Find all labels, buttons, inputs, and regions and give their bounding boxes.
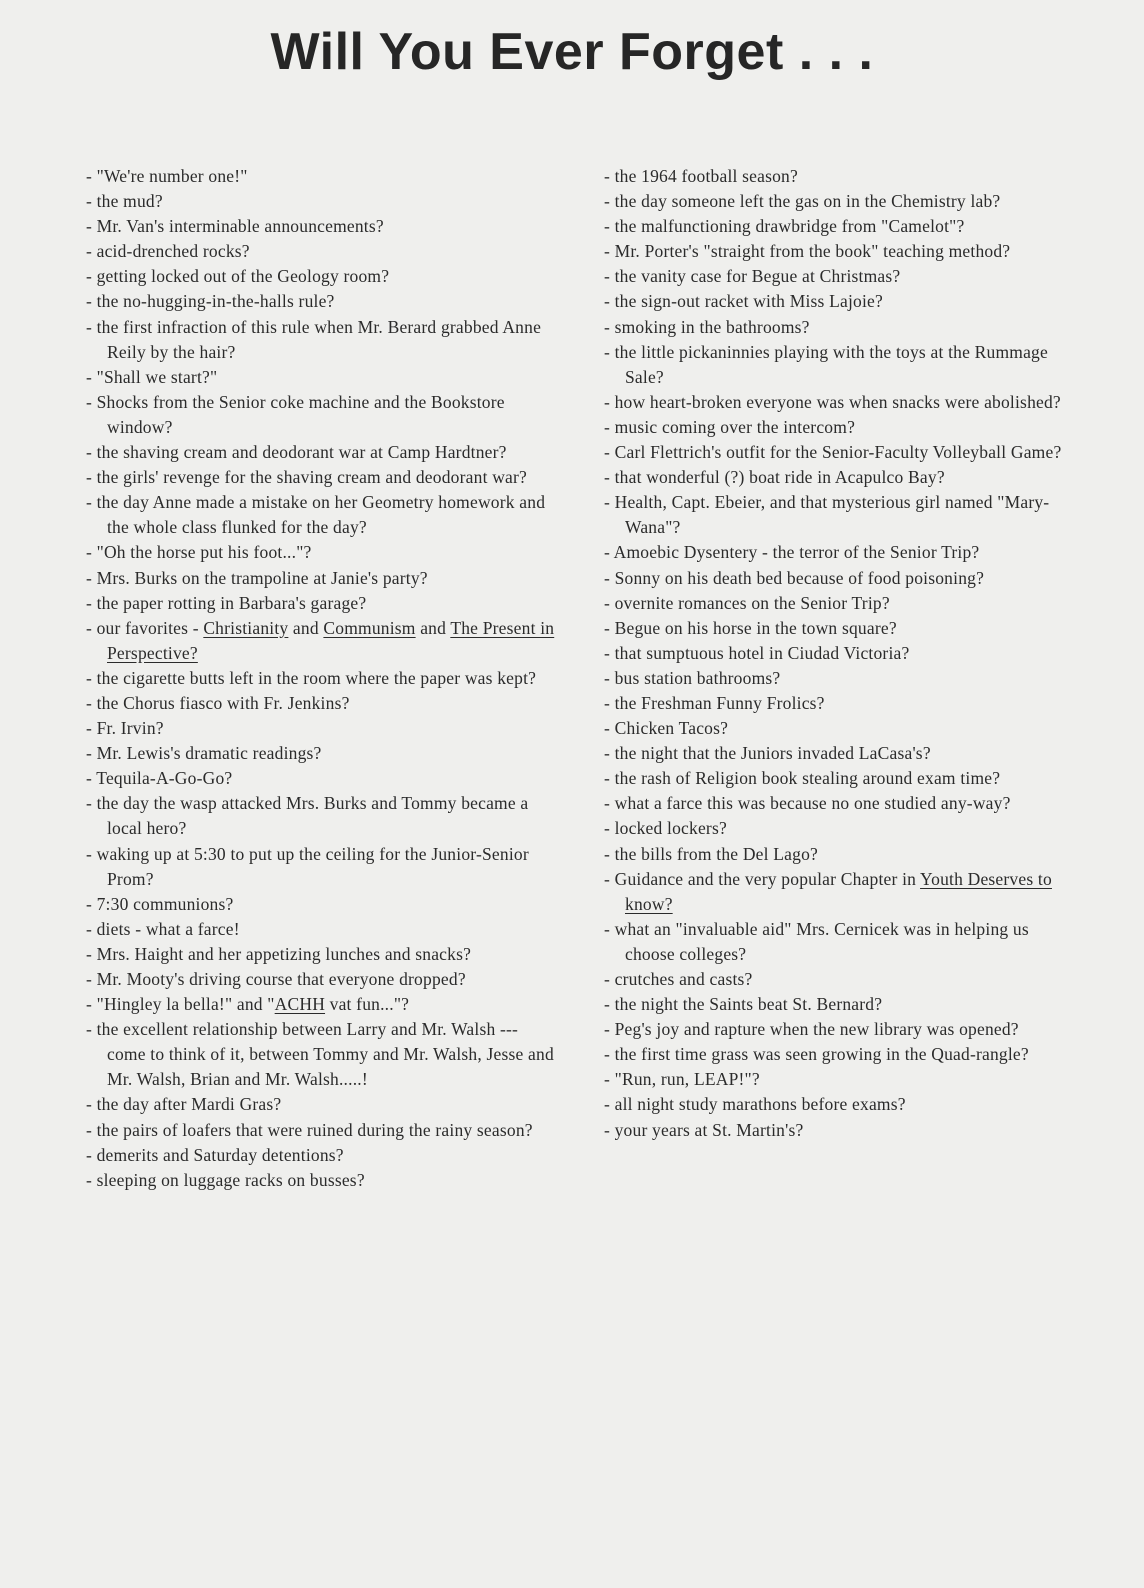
list-item: - Amoebic Dysentery - the terror of the Senior Trip? [604, 542, 980, 563]
list-item: - the shaving cream and deodorant war at Camp Hardtner? [86, 442, 507, 463]
list-item: - Sonny on his death bed because of food poisoning? [604, 567, 985, 588]
list-item: - the day the wasp attacked Mrs. Burks and Tommy became a local hero? [86, 793, 529, 839]
list-item: - the paper rotting in Barbara's garage? [86, 592, 367, 613]
list-item: - how heart-broken everyone was when snacks were abolished? [604, 391, 1061, 412]
list-item: - bus station bathrooms? [604, 667, 781, 688]
list-item: - Mr. Mooty's driving course that everyone dropped? [86, 969, 466, 989]
item-text: vat fun..."? [325, 994, 410, 1015]
list-item: - the first infraction of this rule when Mr. Berard grabbed Anne Reily by the hair? [86, 316, 542, 362]
list-item: - locked lockers? [604, 818, 727, 839]
list-item: - Mr. Van's interminable announcements? [86, 216, 384, 237]
list-item: - "Oh the horse put his foot..."? [86, 542, 312, 563]
list-item: - "We're number one!" [86, 166, 248, 186]
list-item: - Peg's joy and rapture when the new library was opened? [604, 1019, 1019, 1040]
list-item [604, 867, 1074, 917]
list-item: - the day after Mardi Gras? [86, 1094, 282, 1115]
list-item: - the pairs of loafers that were ruined during the rainy season? [86, 1119, 533, 1140]
list-item: - crutches and casts? [604, 969, 753, 989]
underlined-title: Christianity [203, 617, 289, 638]
list-item: - the rash of Religion book stealing around exam time? [604, 768, 1001, 789]
item-text: - "Hingley la bella!" and " [86, 994, 275, 1015]
list-item: - waking up at 5:30 to put up the ceiling for the Junior-Senior Prom? [86, 843, 529, 889]
list-item: - the night the Saints beat St. Bernard? [604, 994, 883, 1015]
list-item: - that sumptuous hotel in Ciudad Victoria? [604, 642, 910, 663]
list-item: - all night study marathons before exams? [604, 1094, 906, 1115]
list-item: - "Shall we start?" [86, 366, 218, 387]
list-item: - Mrs. Burks on the trampoline at Janie's party? [86, 567, 428, 588]
list-item: - the little pickaninnies playing with the toys at the Rummage Sale? [604, 341, 1048, 387]
list-item: - the day someone left the gas on in the Chemistry lab? [604, 191, 1001, 212]
list-item: - Carl Flettrich's outfit for the Senior-Faculty Volleyball Game? [604, 442, 1062, 463]
list-item: - Fr. Irvin? [86, 718, 164, 739]
list-item: - the vanity case for Begue at Christmas? [604, 266, 901, 287]
list-item: - sleeping on luggage racks on busses? [86, 1169, 365, 1190]
list-item: - demerits and Saturday detentions? [86, 1144, 344, 1165]
list-item: - Mrs. Haight and her appetizing lunches and snacks? [86, 943, 472, 964]
page-title: Will You Ever Forget . . . [270, 23, 874, 81]
list-item: - Shocks from the Senior coke machine and the Bookstore window? [86, 391, 505, 437]
list-item [86, 616, 556, 666]
underlined-word: ACHH [274, 994, 326, 1015]
list-item: - acid-drenched rocks? [86, 241, 250, 262]
list-item: - Chicken Tacos? [604, 718, 729, 739]
list-item: - Begue on his horse in the town square? [604, 617, 897, 638]
right-column-list [604, 164, 1074, 1143]
list-item: - what an "invaluable aid" Mrs. Cernicek was in helping us choose colleges? [604, 918, 1029, 964]
list-item: - the 1964 football season? [604, 166, 798, 186]
item-text: and [415, 617, 451, 638]
list-item: - the girls' revenge for the shaving cream and deodorant war? [86, 467, 528, 488]
list-item: - the mud? [86, 191, 163, 212]
list-item: - the cigarette butts left in the room where the paper was kept? [86, 667, 537, 688]
item-text: and [288, 617, 324, 638]
list-item: - Mr. Porter's "straight from the book" teaching method? [604, 241, 1011, 262]
list-item: - the first time grass was seen growing in the Quad-rangle? [604, 1044, 1029, 1065]
list-item: - Health, Capt. Ebeier, and that mysterious girl named "Mary-Wana"? [604, 492, 1050, 538]
list-item: - what a farce this was because no one studied any-way? [604, 793, 1011, 814]
item-text: - our favorites - [86, 617, 204, 638]
underlined-title: Youth Deserves to know? [625, 868, 1052, 914]
list-item [86, 992, 556, 1017]
item-text: - Guidance and the very popular Chapter in [604, 868, 921, 889]
list-item: - overnite romances on the Senior Trip? [604, 592, 890, 613]
list-item: - the sign-out racket with Miss Lajoie? [604, 291, 883, 312]
list-item: - getting locked out of the Geology room? [86, 266, 390, 287]
list-item: - smoking in the bathrooms? [604, 316, 810, 337]
list-item: - the day Anne made a mistake on her Geometry homework and the whole class flunked for the day? [86, 492, 546, 538]
list-item: - diets - what a farce! [86, 918, 240, 939]
list-item: - the excellent relationship between Larry and Mr. Walsh --- come to think of it, between Tommy and Mr. Walsh, Jesse and Mr. Walsh, Brian and Mr. Walsh.....! [86, 1019, 554, 1090]
list-item: - music coming over the intercom? [604, 416, 856, 437]
list-item: - Mr. Lewis's dramatic readings? [86, 743, 322, 764]
list-item: - the night that the Juniors invaded LaCasa's? [604, 743, 931, 764]
list-item: - the malfunctioning drawbridge from "Camelot"? [604, 216, 965, 237]
list-item: - that wonderful (?) boat ride in Acapulco Bay? [604, 467, 945, 488]
underlined-title: The Present in Perspective? [107, 617, 555, 663]
list-item: - the no-hugging-in-the-halls rule? [86, 291, 335, 312]
list-item: - "Run, run, LEAP!"? [604, 1069, 760, 1090]
list-item: - the Freshman Funny Frolics? [604, 692, 825, 713]
list-item: - 7:30 communions? [86, 893, 234, 914]
list-item: - the bills from the Del Lago? [604, 843, 818, 864]
left-column-list [86, 164, 556, 1193]
list-item: - your years at St. Martin's? [604, 1119, 804, 1140]
list-item: - Tequila-A-Go-Go? [86, 768, 233, 789]
underlined-title: Communism [323, 617, 416, 638]
list-item: - the Chorus fiasco with Fr. Jenkins? [86, 692, 350, 713]
